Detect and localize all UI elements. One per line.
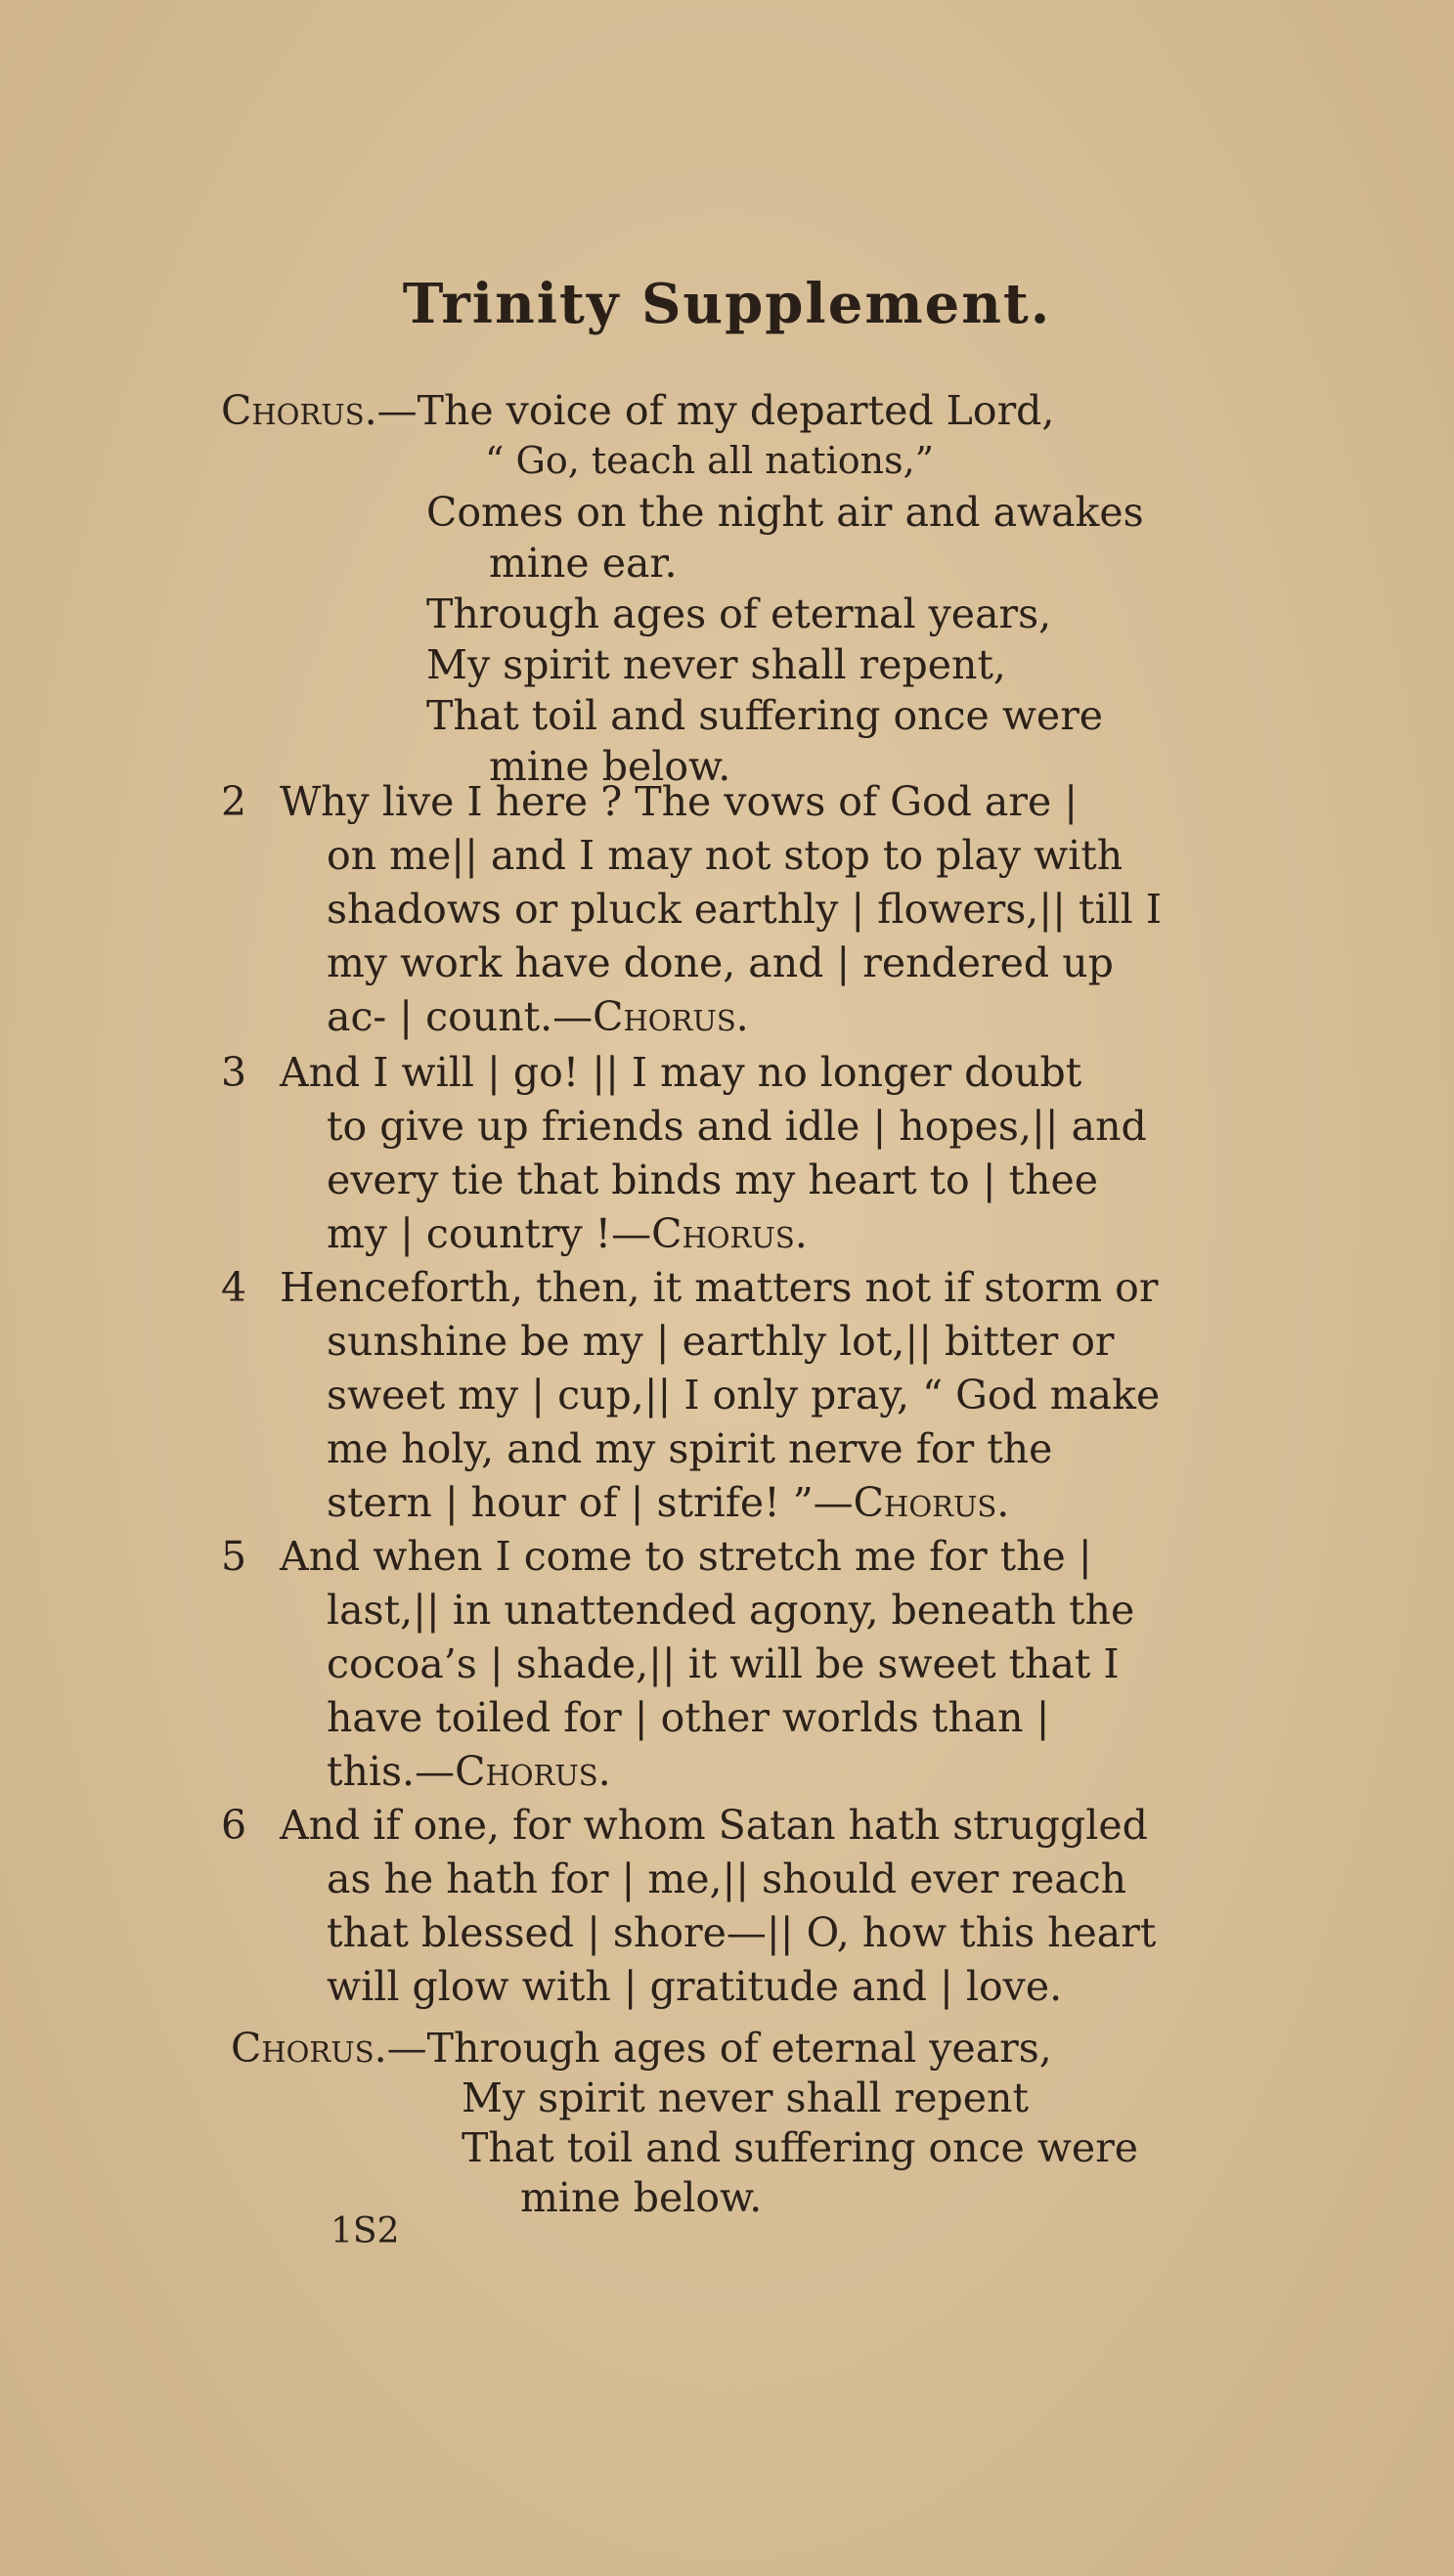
verse-text: ac- | count.— [327, 993, 594, 1040]
verse-line: will glow with | gratitude and | love. [327, 1963, 1063, 2010]
chorus-reference: Chorus. [651, 1210, 808, 1257]
chorus-line: mine below. [489, 743, 731, 790]
verse-line: that blessed | shore—|| O, how this heart [327, 1909, 1157, 1956]
verse-line: And I will | go! || I may no longer doubt [280, 1049, 1082, 1096]
verse-number: 6 [221, 1802, 247, 1849]
verse-line: last,|| in unattended agony, beneath the [327, 1587, 1135, 1634]
chorus-label: Chorus. [221, 387, 377, 434]
verse-line: sunshine be my | earthly lot,|| bitter or [327, 1318, 1115, 1365]
chorus-line: mine ear. [489, 540, 678, 587]
chorus-line [231, 2025, 1052, 2072]
verse-number: 3 [221, 1049, 247, 1096]
verse-line: every tie that binds my heart to | thee [327, 1157, 1099, 1203]
chorus-line: “ Go, teach all nations,” [485, 439, 935, 482]
chorus-line: Through ages of eternal years, [426, 590, 1052, 637]
verse-line: cocoa’s | shade,|| it will be sweet that I [327, 1640, 1120, 1687]
chorus-line: My spirit never shall repent, [426, 641, 1006, 688]
chorus-reference: Chorus. [593, 993, 749, 1040]
verse-line: my work have done, and | rendered up [327, 939, 1114, 986]
verse-number: 4 [221, 1264, 247, 1311]
verse-number: 5 [221, 1533, 247, 1580]
chorus-line: Comes on the night air and awakes [426, 489, 1144, 536]
verse-text: stern | hour of | strife! ”— [327, 1479, 854, 1526]
chorus-text: —Through ages of eternal years, [386, 2025, 1052, 2072]
chorus-text: —The voice of my departed Lord, [376, 387, 1055, 434]
verse-line: on me|| and I may not stop to play with [327, 832, 1124, 879]
chorus-line: My spirit never shall repent [462, 2074, 1029, 2121]
verse-text: my | country !— [327, 1210, 652, 1257]
page-number: 1S2 [330, 2211, 400, 2251]
chorus-line: That toil and suffering once were [462, 2124, 1139, 2171]
page-title: Trinity Supplement. [402, 272, 1052, 336]
verse-line: Henceforth, then, it matters not if storm or [280, 1264, 1159, 1311]
chorus-label: Chorus. [231, 2025, 387, 2072]
verse-line [327, 993, 749, 1040]
verse-line: And when I come to stretch me for the | [280, 1533, 1092, 1580]
chorus-line: mine below. [520, 2174, 763, 2221]
verse-line: to give up friends and idle | hopes,|| and [327, 1103, 1147, 1150]
chorus-reference: Chorus. [455, 1748, 611, 1795]
verse-line [327, 1748, 611, 1795]
verse-line: me holy, and my spirit nerve for the [327, 1425, 1053, 1472]
chorus-reference: Chorus. [853, 1479, 1010, 1526]
verse-line: as he hath for | me,|| should ever reach [327, 1856, 1127, 1902]
verse-text: this.— [327, 1748, 456, 1795]
verse-line: shadows or pluck earthly | flowers,|| till I [327, 886, 1163, 933]
verse-line [327, 1479, 1010, 1526]
verse-line: sweet my | cup,|| I only pray, “ God make [327, 1372, 1161, 1419]
chorus-line: That toil and suffering once were [426, 692, 1104, 739]
verse-line: have toiled for | other worlds than | [327, 1694, 1050, 1741]
verse-line: Why live I here ? The vows of God are | [280, 778, 1079, 825]
chorus-line [221, 387, 1055, 434]
verse-line [327, 1210, 808, 1257]
verse-number: 2 [221, 778, 247, 825]
verse-line: And if one, for whom Satan hath struggled [280, 1802, 1148, 1849]
